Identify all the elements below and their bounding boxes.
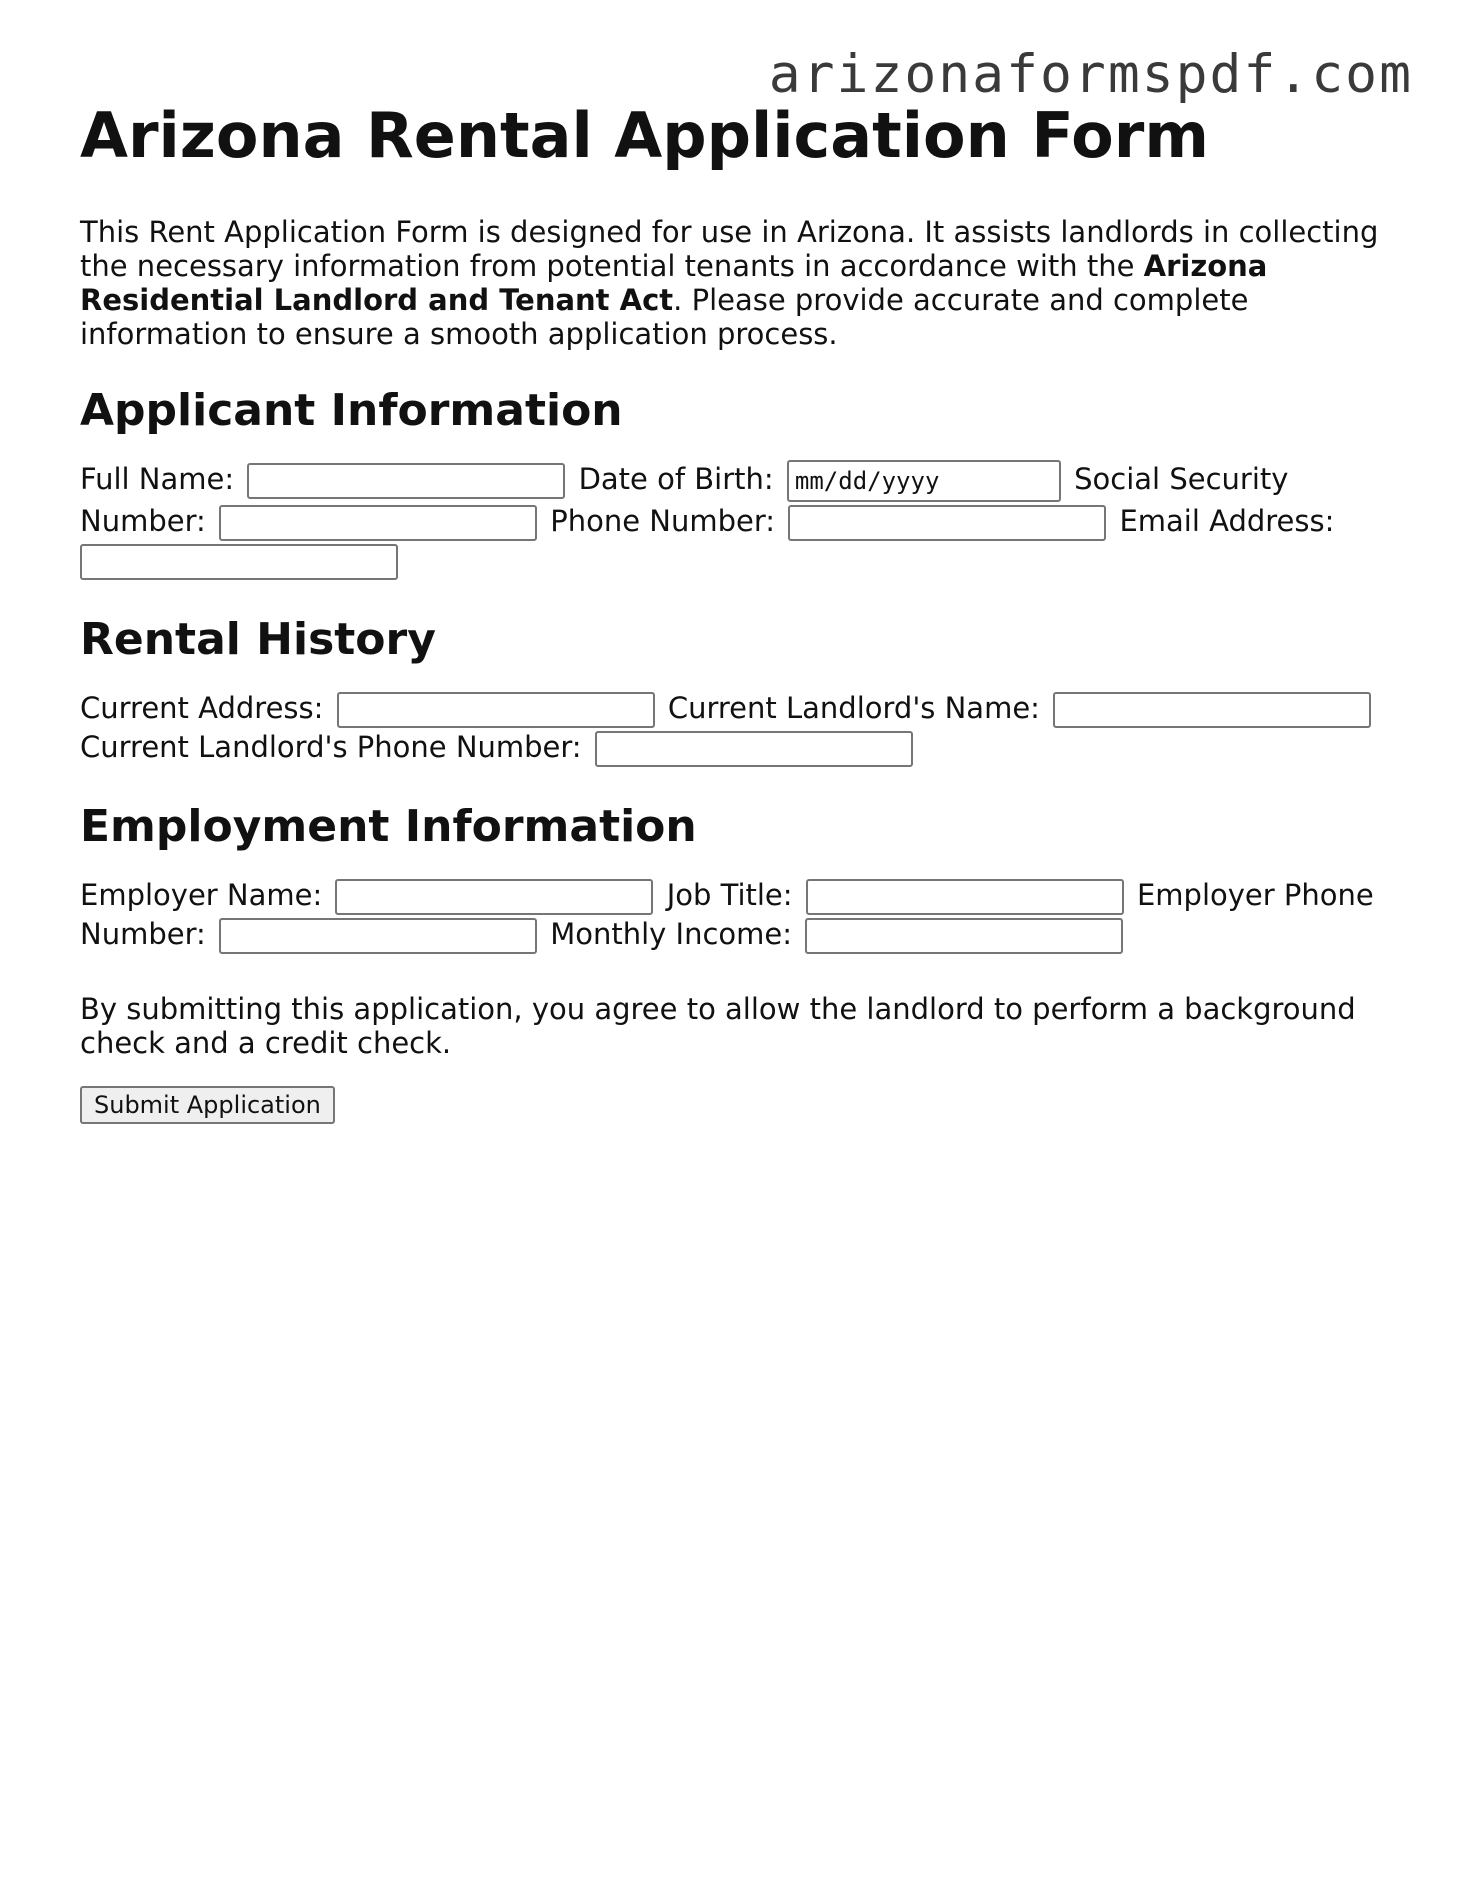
consent-notice: By submitting this application, you agree to allow the landlord to perform a background check and a credit check. <box>80 991 1356 1060</box>
employer-phone-label: Employer Phone Number: <box>80 877 1374 951</box>
landlord-phone-input[interactable] <box>595 731 913 767</box>
dob-label: Date of Birth: <box>578 462 774 497</box>
full-name-input[interactable] <box>247 463 565 499</box>
intro-text-part2: . Please provide accurate and complete information to ensure a smooth application process. <box>80 283 1249 352</box>
rental-history-fields <box>80 689 1380 767</box>
ssn-input[interactable] <box>219 505 537 541</box>
phone-label: Phone Number: <box>550 504 776 539</box>
employer-phone-input[interactable] <box>219 918 537 954</box>
current-address-input[interactable] <box>337 692 655 728</box>
job-title-label: Job Title: <box>666 877 793 912</box>
intro-paragraph <box>80 215 1380 351</box>
monthly-income-input[interactable] <box>805 918 1123 954</box>
employer-name-input[interactable] <box>335 879 653 915</box>
landlord-name-label: Current Landlord's Name: <box>667 690 1040 725</box>
employment-fields <box>80 876 1380 954</box>
act-name: Arizona Residential Landlord and Tenant Act <box>80 249 1268 318</box>
landlord-phone-label: Current Landlord's Phone Number: <box>80 729 582 764</box>
full-name-label: Full Name: <box>80 462 235 497</box>
rental-history-heading: Rental History <box>80 614 436 666</box>
applicant-information-heading: Applicant Information <box>80 385 623 437</box>
phone-input[interactable] <box>788 505 1106 541</box>
applicant-fields <box>80 460 1380 580</box>
intro-text-part1: This Rent Application Form is designed for use in Arizona. It assists landlords in collecting the necessary information from potential tenants in accordance with the <box>80 215 1379 284</box>
job-title-input[interactable] <box>806 879 1124 915</box>
submit-application-button[interactable]: Submit Application <box>80 1086 335 1124</box>
ssn-label: Social Security Number: <box>80 462 1289 539</box>
watermark: arizonaformspdf.com <box>768 44 1413 105</box>
monthly-income-label: Monthly Income: <box>550 916 793 951</box>
current-address-label: Current Address: <box>80 690 324 725</box>
dob-input[interactable] <box>787 460 1061 502</box>
employer-name-label: Employer Name: <box>80 877 323 912</box>
landlord-name-input[interactable] <box>1053 692 1371 728</box>
employment-information-heading: Employment Information <box>80 800 697 852</box>
email-input[interactable] <box>80 544 398 580</box>
page-title: Arizona Rental Application Form <box>80 99 1209 172</box>
email-label: Email Address: <box>1119 504 1335 539</box>
rental-application-form <box>80 100 1380 1124</box>
